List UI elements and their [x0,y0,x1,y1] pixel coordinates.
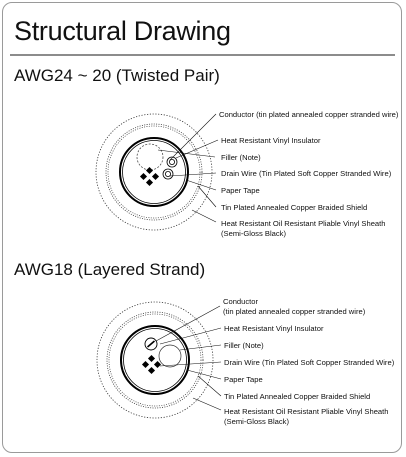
leader-line [192,210,216,222]
label-braided-shield: Tin Plated Annealed Copper Braided Shield [221,203,368,212]
label-paper-tape: Paper Tape [221,186,260,195]
label-conductor: Conductor (tin plated annealed copper stranded wire) [219,110,399,119]
leader-line [156,306,220,341]
label-insulator: Heat Resistant Vinyl Insulator [221,136,321,145]
label-filler: Filler (Note) [224,341,264,350]
drain-wire-cluster-icon [140,167,159,186]
insulated-conductor [167,157,177,167]
leader-line [160,328,221,344]
label-braided-shield: Tin Plated Annealed Copper Braided Shield [224,392,371,401]
label-insulator: Heat Resistant Vinyl Insulator [224,324,324,333]
braided-shield-ring-inner [108,126,200,218]
label-sheath-finish: (Semi-Gloss Black) [224,417,289,426]
leader-line [170,173,216,176]
filler-circle [159,345,181,367]
filler-circle [137,144,163,170]
section-heading-layered-strand: AWG18 (Layered Strand) [14,260,206,279]
label-filler: Filler (Note) [221,153,261,162]
label-drain-wire: Drain Wire (Tin Plated Soft Copper Stranded Wire) [224,358,395,367]
braided-shield-ring-inner [109,314,201,406]
leader-line [187,370,221,379]
page-title: Structural Drawing [14,16,231,46]
sheath-outline [96,114,212,230]
label-sheath: Heat Resistant Oil Resistant Pliable Vinyl Sheath [224,407,389,416]
paper-tape-ring [120,138,188,206]
drain-wire-cluster-icon [142,355,161,374]
label-paper-tape: Paper Tape [224,375,263,384]
paper-tape-ring-inner [123,141,186,204]
leader-line [193,398,221,410]
label-drain-wire: Drain Wire (Tin Plated Soft Copper Stranded Wire) [221,169,392,178]
label-conductor: Conductor [223,297,259,306]
leader-line [158,150,215,157]
section-heading-twisted-pair: AWG24 ~ 20 (Twisted Pair) [14,66,220,85]
cable-cross-section-layered-strand [97,297,395,426]
leader-line [198,376,221,396]
label-sheath-finish: (Semi-Gloss Black) [221,229,286,238]
label-conductor-detail: (tin plated annealed copper stranded wire) [223,307,366,316]
label-sheath: Heat Resistant Oil Resistant Pliable Vinyl Sheath [221,219,386,228]
insulated-conductor [163,169,173,179]
cable-cross-section-twisted-pair [96,110,399,238]
